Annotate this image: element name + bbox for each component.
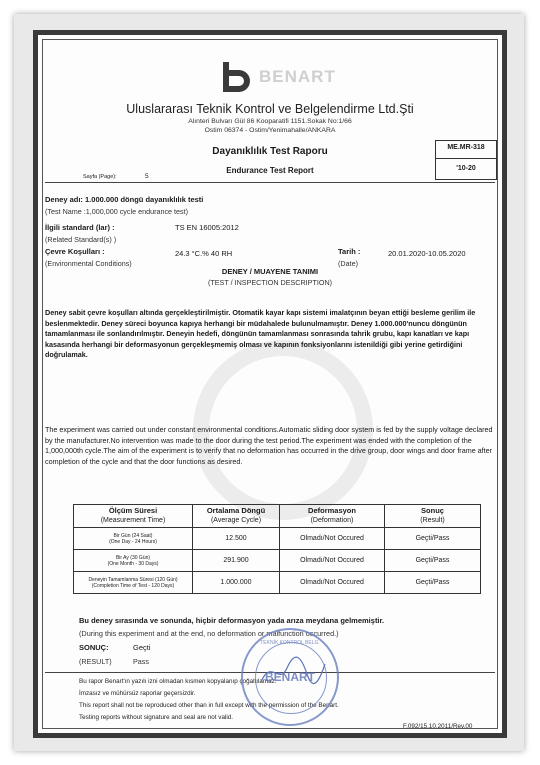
signature xyxy=(257,652,327,692)
table-row xyxy=(74,550,481,572)
page-number: 5 xyxy=(145,173,149,180)
date-value: 20.01.2020-10.05.2020 xyxy=(388,249,466,258)
result-value-en: Pass xyxy=(133,657,149,666)
address-line-2: Ostim 06374 - Ostim/Yenimahalle/ANKARA xyxy=(204,127,336,134)
result-label-tr: SONUÇ: xyxy=(79,643,109,652)
cell-cycle: 291.900 xyxy=(193,550,280,572)
footer-note-en-2: Testing reports without signature and seal are not valid. xyxy=(79,714,234,721)
document-code: ME.MR-318 xyxy=(447,144,485,151)
cell-time: Deneyin Tamamlanma Süresi (120 Gün) (Completion Time of Test - 120 Days) xyxy=(74,572,193,594)
document-code-box xyxy=(435,140,497,180)
standard-value: TS EN 16005:2012 xyxy=(175,223,239,232)
footer-note-tr-2: İmzasız ve mühürsüz raporlar geçersizdir. xyxy=(79,690,196,697)
cell-deformation: Olmadı/Not Occured xyxy=(280,572,385,594)
inspection-title-en: (TEST / INSPECTION DESCRIPTION) xyxy=(207,278,333,287)
header-average-cycle: Ortalama Döngü (Average Cycle) xyxy=(193,505,280,528)
cell-result: Geçti/Pass xyxy=(385,528,481,550)
cell-deformation: Olmadı/Not Occured xyxy=(280,550,385,572)
cell-time: Bir Gün (24 Saat) (One Day - 24 Hours) xyxy=(74,528,193,550)
header-measurement-time: Ölçüm Süresi (Measurement Time) xyxy=(74,505,193,528)
header-result: Sonuç (Result) xyxy=(385,505,481,528)
page-label: Sayfa (Page): xyxy=(83,174,117,180)
cell-deformation: Olmadı/Not Occured xyxy=(280,528,385,550)
document-frame xyxy=(33,30,507,738)
cell-cycle: 12.500 xyxy=(193,528,280,550)
conclusion-statement-en: (During this experiment and at the end, no deformation or malfunction occurred.) xyxy=(79,629,339,638)
cell-time: Bir Ay (30 Gün) (One Month - 30 Days) xyxy=(74,550,193,572)
report-subtitle: Endurance Test Report xyxy=(226,166,314,175)
company-name: Uluslararası Teknik Kontrol ve Belgelendirme Ltd.Şti xyxy=(126,102,414,116)
environment-value: 24.3 °C.% 40 RH xyxy=(175,249,233,258)
inspection-title-tr: DENEY / MUAYENE TANIMI xyxy=(221,267,319,276)
inspection-description-en: The experiment was carried out under constant environmental conditions.Automatic sliding door system is fed by the supply voltage declared by the manufacturer.No intervention was made to the door during the test period.The experiment was ended with the completion of the 1,000,000th cycle.The aim of the experiment is to verify that no deformation has occurred in the drive group, door wings and door frame after completion of the cycle and that the door functions as desired. xyxy=(45,425,493,466)
footer-note-tr-1: Bu rapor Benart'ın yazılı izni olmadan kısmen kopyalanıp çoğaltılamaz. xyxy=(79,678,277,685)
cell-result: Geçti/Pass xyxy=(385,550,481,572)
footer-note-en-1: This report shall not be reproduced other than in full except with the permission of the Benart. xyxy=(79,702,339,709)
standard-label-en: (Related Standard(s) ) xyxy=(45,235,117,244)
stamp-text: BENART xyxy=(265,670,315,684)
document-revision: '10-20 xyxy=(456,165,476,172)
document-inner-border xyxy=(42,39,498,729)
form-code: F.092/15.10.2011/Rev.00 xyxy=(403,723,473,730)
environment-label-en: (Environmental Conditions) xyxy=(45,259,132,268)
benart-logo-icon xyxy=(221,62,255,92)
table-row xyxy=(74,528,481,550)
standard-label-tr: İlgili standard (lar) : xyxy=(45,223,115,232)
cell-cycle: 1.000.000 xyxy=(193,572,280,594)
logo-wordmark: BENART xyxy=(259,67,336,86)
header-divider xyxy=(45,182,495,183)
conclusion-statement-tr: Bu deney sırasında ve sonunda, hiçbir deformasyon yada arıza meydana gelmemiştir. xyxy=(79,616,385,625)
inspection-description-tr: Deney sabit çevre koşulları altında gerçekleştirilmiştir. Otomatik kayar kapı sistemi imalatçının beyan ettiği besleme gerilim ile beslenmektedir. Deney süreci boyunca kapıya herhangi bir müdahalede bulunulmamıştır. Deney 1.000.000'nuncu döngünün tamamlanması ile sonlandırılmıştır. Deneyin hedefi, döngünün tamamlanması sonrasında tahrik grubu, kapı kanatları ve kapı kasasında herhangi bir deformasyonun gerçekleşmemiş olması ve kapının fonksiyonlarını istenildiği gibi yerine getirdiğini doğrulamak. xyxy=(45,308,476,359)
test-name-en: (Test Name :1,000,000 cycle endurance test) xyxy=(45,207,189,216)
table-header-row xyxy=(74,505,481,528)
stamp-ring-text: TEKNİK KONTROL BELG. xyxy=(260,640,320,646)
table-row xyxy=(74,572,481,594)
test-name-tr: Deney adı: 1.000.000 döngü dayanıklılık testi xyxy=(45,195,204,204)
report-title: Dayanıklılık Test Raporu xyxy=(212,146,328,157)
header-deformation: Deformasyon (Deformation) xyxy=(280,505,385,528)
environment-label-tr: Çevre Koşulları : xyxy=(45,247,105,256)
date-label-tr: Tarih : xyxy=(338,247,361,256)
date-label-en: (Date) xyxy=(338,259,358,268)
benart-logo xyxy=(221,62,351,92)
cell-result: Geçti/Pass xyxy=(385,572,481,594)
result-value-tr: Geçti xyxy=(133,643,151,652)
document-code-divider xyxy=(436,158,496,159)
results-table xyxy=(73,504,481,594)
result-label-en: (RESULT) xyxy=(79,657,112,666)
address-line-1: Alınteri Bulvarı Gül 86 Kooparatifi 1151.Sokak No:1/66 xyxy=(188,118,352,125)
